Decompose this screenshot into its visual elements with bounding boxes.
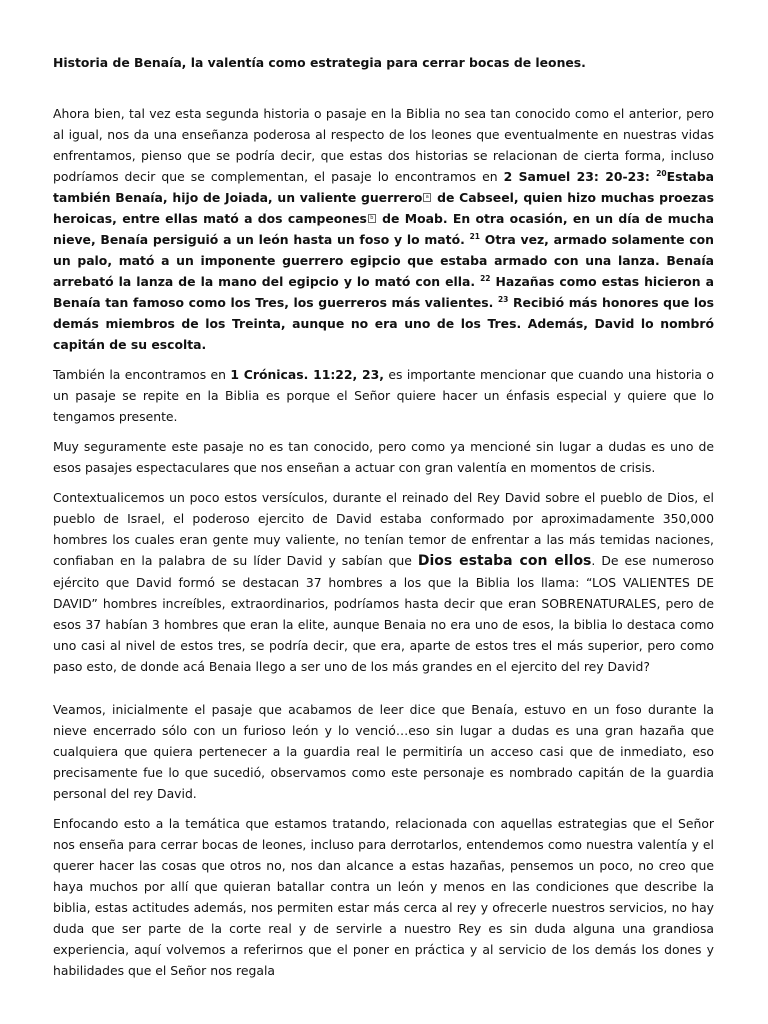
p4-text-b: . De ese numeroso ejército que David formó se destacan 37 hombres a los que la Biblia los llama: “LOS VALIENTES DE DAVID” hombres increíbles, extraordinarios, podríamos hasta decir que eran SOBRENATURALES, pero de esos 37 habían 3 hombres que eran la elite, aunque Benaia no era uno de esos, la biblia lo destaca como uno casi al nivel de estos tres, se podría decir, que era, aparte de estos tres el más superior, pero como paso esto, de donde acá Benaia llego a ser uno de los más grandes en el ejercito del rey David? xyxy=(53,553,715,674)
p1-verse20-c: de Moab. En otra ocasión, en un día de mucha nieve, Benaía persiguió a un león hasta un foso y lo mató. xyxy=(53,211,714,247)
paragraph-4 xyxy=(53,487,714,677)
p2-text-b: es importante mencionar que cuando una historia o un pasaje se repite en la Biblia es porque el Señor quiere hacer un énfasis especial y quiere que lo tengamos presente. xyxy=(53,367,714,424)
p1-verse23: Recibió más honores que los demás miembros de los Treinta, aunque no era uno de los Tres. Además, David lo nombró capitán de su escolta. xyxy=(53,295,714,352)
footnote-a-marker[interactable]: a xyxy=(423,193,431,202)
p1-verse20-b: de Cabseel, quien hizo muchas proezas heroicas, entre ellas mató a dos campeones xyxy=(53,190,714,226)
verse-20: 20 xyxy=(656,169,667,178)
verse-22: 22 xyxy=(480,274,491,283)
paragraph-2 xyxy=(53,364,714,427)
document-title: Historia de Benaía, la valentía como estrategia para cerrar bocas de leones. xyxy=(53,55,586,70)
p1-verse21: Otra vez, armado solamente con un palo, mató a un imponente guerrero egipcio que estaba armado con una lanza. Benaía arrebató la lanza de la mano del egipcio y lo mató con ella. xyxy=(53,232,714,289)
p1-intro: Ahora bien, tal vez esta segunda historia o pasaje en la Biblia no sea tan conocido como el anterior, pero al igual, nos da una enseñanza poderosa al respecto de los leones que eventualmente en nuestras vidas enfrentamos, pienso que se podría decir, que estas dos historias se relacionan de cierta forma, incluso podríamos decir que se complementan, el pasaje lo encontramos en xyxy=(53,106,714,184)
verse-23: 23 xyxy=(497,295,509,304)
paragraph-1 xyxy=(53,103,714,355)
footnote-b-marker[interactable]: b xyxy=(368,214,376,223)
document-page xyxy=(53,52,714,990)
p2-text-a: También la encontramos en xyxy=(53,367,231,382)
p1-reference: 2 Samuel 23: 20-23: xyxy=(503,169,657,184)
p4-text-a: Contextualicemos un poco estos versículos, durante el reinado del Rey David sobre el pueblo de Dios, el pueblo de Israel, el poderoso ejercito de David estaba conformado por aproximadamente 350,000 hombres los cuales eran gente muy valiente, no tenían temor de enfrentar a las más temidas naciones, confiaban en la palabra de su líder David y sabían que xyxy=(53,490,714,568)
p1-verse20-a: Estaba también Benaía, hijo de Joiada, un valiente guerrero xyxy=(53,169,714,205)
p1-verse22: Hazañas como estas hicieron a Benaía tan famoso como los Tres, los guerreros más valientes. xyxy=(53,274,714,310)
paragraph-3: Muy seguramente este pasaje no es tan conocido, pero como ya mencioné sin lugar a dudas es uno de esos pasajes espectaculares que nos enseñan a actuar con gran valentía en momentos de crisis. xyxy=(53,439,714,475)
p4-emphasis: Dios estaba con ellos xyxy=(417,553,592,569)
verse-21: 21 xyxy=(469,232,481,241)
paragraph-5: Veamos, inicialmente el pasaje que acabamos de leer dice que Benaía, estuvo en un foso durante la nieve encerrado sólo con un furioso león y lo venció…eso sin lugar a dudas es una gran hazaña que cualquiera que quiera pertenecer a la guardia real le permitiría un acceso casi que de inmediato, eso precisamente fue lo que sucedió, observamos como este personaje es nombrado capitán de la guardia personal del rey David. xyxy=(53,702,714,801)
paragraph-6: Enfocando esto a la temática que estamos tratando, relacionada con aquellas estrategias que el Señor nos enseña para cerrar bocas de leones, incluso para derrotarlos, entendemos como nuestra valentía y el querer hacer las cosas que otros no, nos dan alcance a estas hazañas, pensemos un poco, no creo que haya muchos por allí que quieran batallar contra un león y menos en las condiciones que describe la biblia, estas actitudes además, nos permiten estar más cerca al rey y ofrecerle nuestros servicios, no hay duda que ser parte de la corte real y de servirle a nuestro Rey es sin duda alguna una grandiosa experiencia, aquí volvemos a referirnos que el poner en práctica y al servicio de los demás los dones y habilidades que el Señor nos regala xyxy=(53,816,714,978)
p2-reference: 1 Crónicas. 11:22, 23, xyxy=(230,367,384,382)
